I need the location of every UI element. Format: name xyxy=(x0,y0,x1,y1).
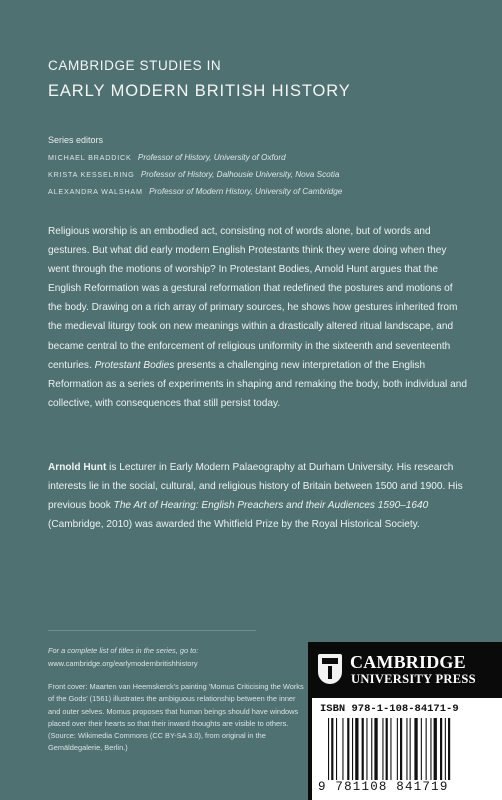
series-titles-note xyxy=(48,645,198,670)
publisher-block xyxy=(308,642,502,800)
series-title-line-2: EARLY MODERN BRITISH HISTORY xyxy=(48,82,351,100)
series-title-line-1: CAMBRIDGE STUDIES IN xyxy=(48,58,222,73)
previous-book-title: The Art of Hearing: English Preachers and their Audiences 1590–1640 xyxy=(113,500,429,512)
barcode-icon xyxy=(326,718,496,780)
editor-title: Professor of Modern History, University of Cambridge xyxy=(149,187,343,196)
author-name: Arnold Hunt xyxy=(48,462,107,473)
blurb-text-1: Religious worship is an embodied act, consisting not of words alone, but of words and gestures. But what did early modern English Protestants think they were doing when they went through the motions of worship? In Protestant Bodies, Arnold Hunt argues that the English Reformation was a gestural reformation that redefined the postures and motions of the body. Drawing on a rich array of primary sources, he shows how gestures inherited from the medieval liturgy took on new meanings within a drastically altered ritual landscape, and became central to the enforcement of religious uniformity in the sixteenth and seventeenth centuries. xyxy=(48,226,458,371)
series-editors xyxy=(48,132,342,200)
barcode-digits: 9 781108 841719 xyxy=(318,780,449,794)
editor-name: MICHAEL BRADDICK xyxy=(48,153,132,162)
publisher-name: CAMBRIDGE xyxy=(350,652,466,672)
blurb-book-title: Protestant Bodies xyxy=(94,359,175,371)
bio-text-2: (Cambridge, 2010) was awarded the Whitfield Prize by the Royal Historical Society. xyxy=(48,519,420,531)
publisher-subname: UNIVERSITY PRESS xyxy=(351,672,476,686)
author-bio xyxy=(48,458,468,534)
university-crest-icon xyxy=(318,654,342,684)
cover-credit-text: Front cover: Maarten van Heemskerck's painting 'Momus Criticising the Works of the Gods' (1561) illustrates the ambiguous relationship between the inner and outer selves. Momus proposes that human beings should have windows placed over their hearts so that their inward thoughts are visible to others. (Source: Wikimedia Commons (CC BY-SA 3.0), from original in the Gemäldegalerie, Berlin.) xyxy=(48,682,304,753)
series-header xyxy=(48,58,351,101)
editor-row xyxy=(48,183,342,200)
bio-text-1: is Lecturer in Early Modern Palaeography at Durham University. His research interests lie in the social, cultural, and religious history of Britain between 1500 and 1900. His previous book xyxy=(48,462,463,512)
blurb-text-2: presents a challenging new interpretation of the English Reformation as a series of experiments in shaping and remaking the body, both individual and collective, with consequences that still persist today. xyxy=(48,359,467,409)
series-url[interactable]: www.cambridge.org/earlymodernbritishhistory xyxy=(48,658,198,668)
editor-row xyxy=(48,149,342,166)
titles-note-text: For a complete list of titles in the series, go to: xyxy=(48,646,199,655)
cover-credit xyxy=(48,681,306,755)
editor-name: KRISTA KESSELRING xyxy=(48,170,135,179)
book-blurb xyxy=(48,222,468,413)
editor-row xyxy=(48,166,342,183)
editor-title: Professor of History, Dalhousie University, Nova Scotia xyxy=(140,170,340,179)
editor-name: ALEXANDRA WALSHAM xyxy=(48,187,143,196)
barcode-area xyxy=(312,698,502,800)
editor-title: Professor of History, University of Oxford xyxy=(137,153,286,162)
series-editors-label: Series editors xyxy=(48,135,104,145)
isbn-label: ISBN 978-1-108-84171-9 xyxy=(320,703,459,715)
divider xyxy=(48,630,256,631)
